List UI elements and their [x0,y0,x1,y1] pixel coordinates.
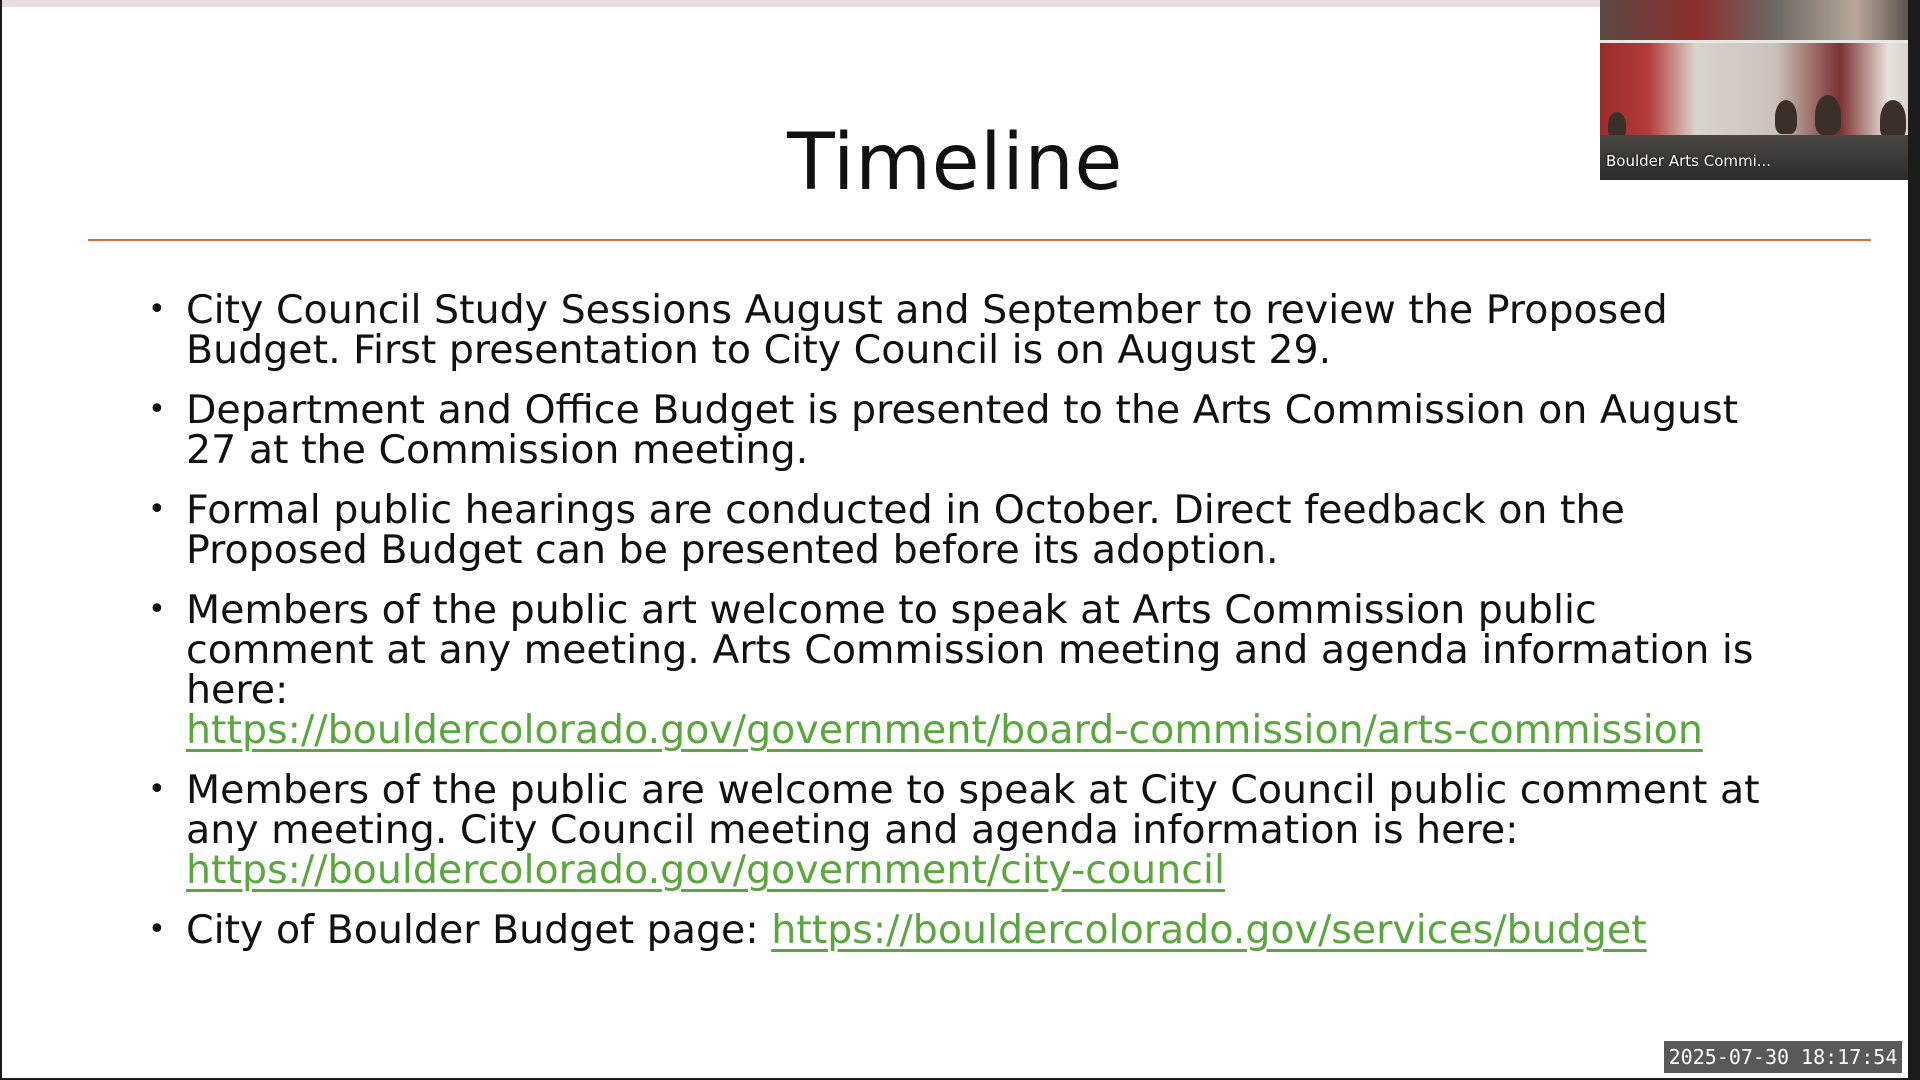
bullet-text: Members of the public are welcome to speak at City Council public comment at any meeting. City Council meeting and agenda information is here: [186,767,1760,853]
bullet-text: City Council Study Sessions August and September to review the Proposed Budget. First presentation to City Council is on August 29. [186,287,1668,373]
bullet-text: City of Boulder Budget page: [186,907,772,953]
bullet-icon: • [148,912,166,947]
video-person [1815,95,1841,135]
bullet-item [140,767,1780,893]
bullet-item [140,487,1780,573]
top-strip [0,0,1600,7]
bullet-icon: • [148,492,166,527]
bullet-icon: • [148,392,166,427]
participant-label: Boulder Arts Commi... [1606,152,1772,170]
bullet-item [140,587,1780,753]
bullet-item [140,287,1780,373]
timestamp-overlay: 2025-07-30 18:17:54 [1664,1041,1902,1073]
video-person [1775,100,1797,134]
bullet-text: Formal public hearings are conducted in October. Direct feedback on the Proposed Budget can be presented before its adoption. [186,487,1625,573]
bullet-icon: • [148,292,166,327]
video-person [1880,100,1906,140]
bullet-icon: • [148,592,166,627]
title-divider [88,239,1871,241]
right-edge [1908,0,1920,1080]
participant-video-tile[interactable] [1600,0,1920,180]
bullet-text: Department and Office Budget is presented to the Arts Commission on August 27 at the Commission meeting. [186,387,1739,473]
arts-commission-link[interactable]: https://bouldercolorado.gov/government/board-commission/arts-commission [186,707,1703,753]
bullet-text: Members of the public art welcome to speak at Arts Commission public comment at any meeting. Arts Commission meeting and agenda information is here: [186,587,1754,713]
bullet-list [140,287,1780,970]
slide-title: Timeline [787,118,1123,208]
bullet-icon: • [148,772,166,807]
bullet-item [140,907,1780,953]
city-council-link[interactable]: https://bouldercolorado.gov/government/city-council [186,847,1225,893]
bullet-item [140,387,1780,473]
budget-page-link[interactable]: https://bouldercolorado.gov/services/budget [771,907,1647,953]
video-strip [1600,0,1920,40]
